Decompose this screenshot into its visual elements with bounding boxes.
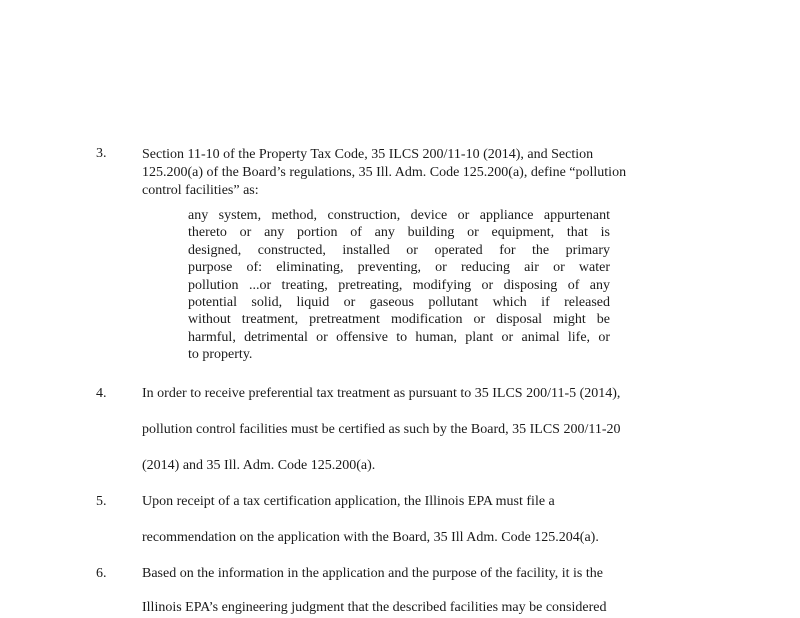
paragraph-line: control facilities” as:: [142, 183, 259, 198]
quote-line: pollution ...or treating, pretreating, modifying or disposing of any: [188, 277, 610, 293]
quote-line: potential solid, liquid or gaseous pollutant which if released: [188, 294, 610, 310]
paragraph-number: 3.: [96, 146, 107, 161]
paragraph-line: Section 11-10 of the Property Tax Code, 35 ILCS 200/11-10 (2014), and Section: [142, 147, 594, 162]
paragraph-line: 125.200(a) of the Board’s regulations, 35 Ill. Adm. Code 125.200(a), define “pollution: [142, 165, 627, 180]
paragraph-number: 4.: [96, 386, 107, 401]
paragraph-line: In order to receive preferential tax treatment as pursuant to 35 ILCS 200/11-5 (2014),: [142, 386, 621, 401]
quote-line: without treatment, pretreatment modification or disposal might be: [188, 312, 610, 328]
paragraph-line: Based on the information in the application and the purpose of the facility, it is the: [142, 566, 603, 581]
paragraph-line: recommendation on the application with the Board, 35 Ill Adm. Code 125.204(a).: [142, 530, 599, 545]
quote-line: to property.: [188, 347, 253, 363]
quote-line: designed, constructed, installed or operated for the primary: [188, 242, 610, 258]
paragraph-line: Illinois EPA’s engineering judgment that the described facilities may be considered: [142, 600, 607, 615]
quote-line: harmful, detrimental or offensive to human, plant or animal life, or: [188, 329, 610, 345]
quote-line: purpose of: eliminating, preventing, or reducing air or water: [188, 260, 610, 276]
quote-line: thereto or any portion of any building or equipment, that is: [188, 225, 610, 241]
paragraph-number: 6.: [96, 566, 107, 581]
quote-line: any system, method, construction, device or appliance appurtenant: [188, 208, 610, 223]
paragraph-line: (2014) and 35 Ill. Adm. Code 125.200(a).: [142, 458, 376, 473]
paragraph-number: 5.: [96, 494, 107, 509]
paragraph-line: pollution control facilities must be certified as such by the Board, 35 ILCS 200/11-20: [142, 422, 621, 437]
block-quote: [188, 207, 610, 364]
paragraph-line: Upon receipt of a tax certification application, the Illinois EPA must file a: [142, 494, 555, 509]
